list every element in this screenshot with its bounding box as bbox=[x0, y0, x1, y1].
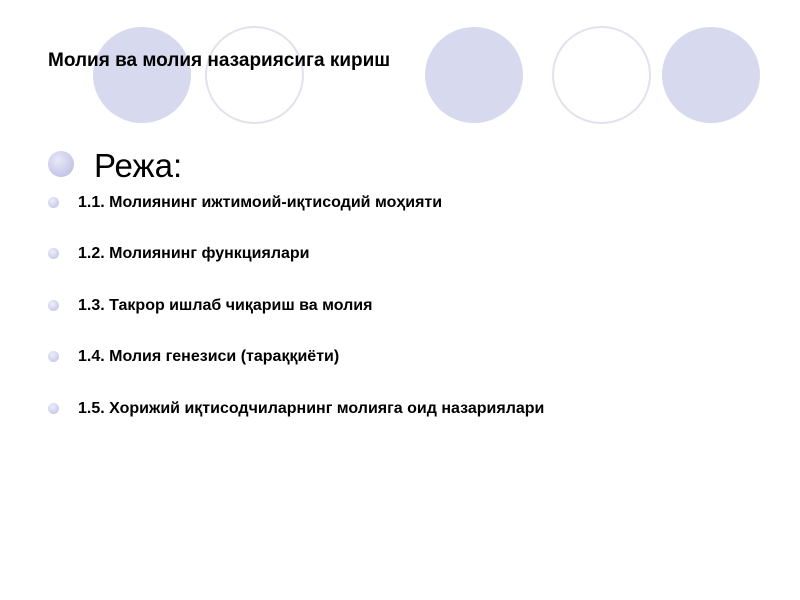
list-item-label: 1.3. Такрор ишлаб чиқариш ва молия bbox=[78, 297, 373, 314]
decorative-circle-outline bbox=[552, 26, 651, 124]
list-item-label: 1.5. Хорижий иқтисодчиларнинг молияга оид назариялари bbox=[78, 400, 545, 417]
decorative-circle-filled bbox=[662, 27, 760, 123]
bullet-icon bbox=[48, 197, 59, 208]
bullet-icon bbox=[48, 151, 74, 177]
decorative-circle-outline bbox=[205, 26, 304, 124]
plan-heading: Режа: bbox=[94, 147, 183, 184]
bullet-icon bbox=[48, 351, 59, 362]
bullet-icon bbox=[48, 248, 59, 259]
list-item-label: 1.2. Молиянинг функциялари bbox=[78, 245, 310, 262]
bullet-icon bbox=[48, 403, 59, 414]
bullet-icon bbox=[48, 300, 59, 311]
list-item-label: 1.4. Молия генезиси (тараққиёти) bbox=[78, 348, 340, 365]
decorative-circle-filled bbox=[93, 27, 191, 123]
decorative-circle-filled bbox=[425, 27, 523, 123]
slide-title: Молия ва молия назариясига кириш bbox=[48, 50, 391, 71]
list-item-label: 1.1. Молиянинг ижтимоий-иқтисодий моҳияти bbox=[78, 194, 443, 211]
